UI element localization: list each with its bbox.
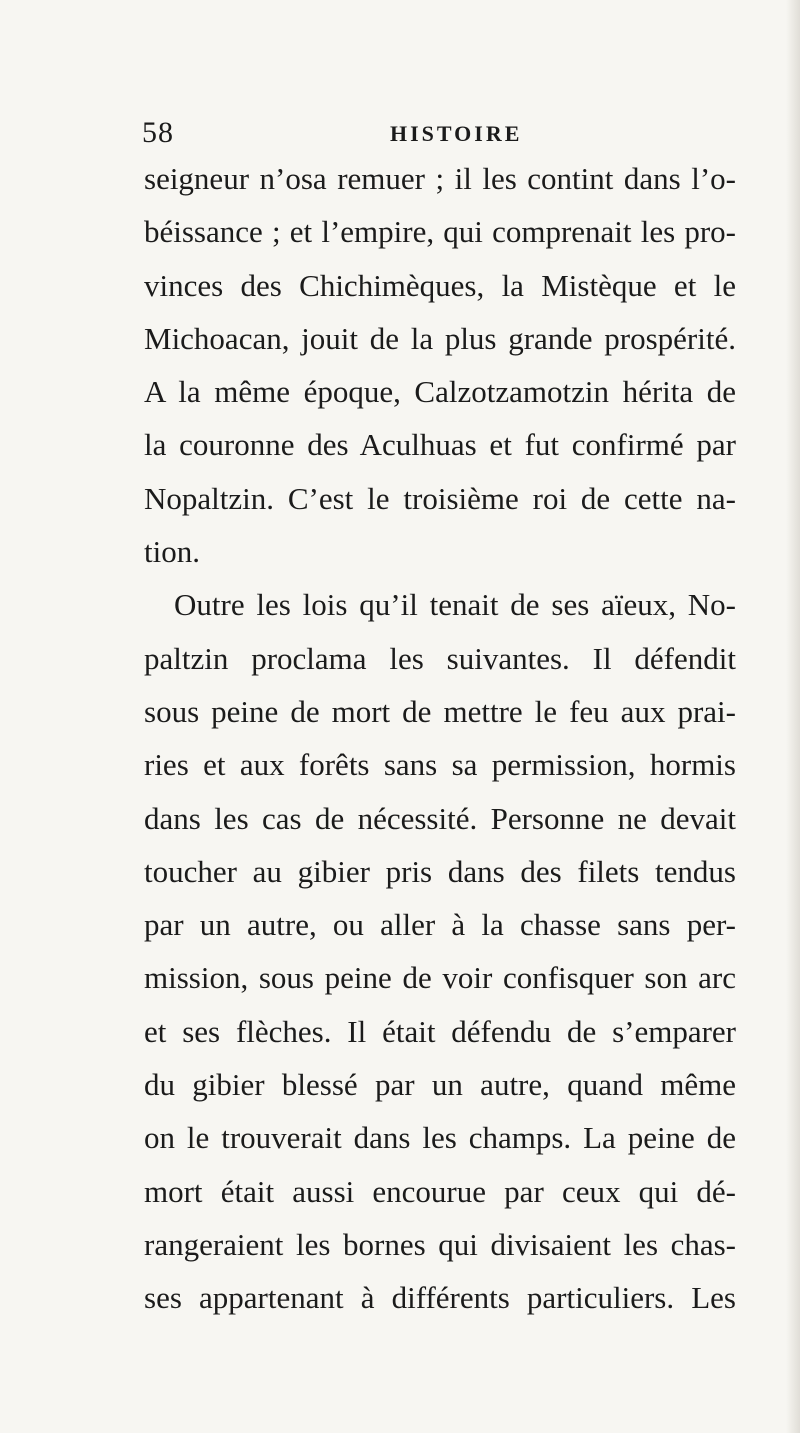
text-line: seigneur n’osa remuer ; il les contint dans l’o-	[144, 161, 736, 196]
page-header	[142, 117, 702, 149]
page-edge-shadow	[786, 0, 800, 1433]
paragraph-start-line: Outre les lois qu’il tenait de ses aïeux, No-	[174, 587, 736, 623]
text-line: on le trouverait dans les champs. La peine de	[144, 1120, 736, 1156]
text-line: Nopaltzin. C’est le troisième roi de cette na-	[144, 480, 736, 516]
body-text	[144, 152, 736, 1325]
page-number: 58	[142, 116, 174, 149]
text-line: dans les cas de nécessité. Personne ne devait	[144, 800, 736, 836]
text-line: béissance ; et l’empire, qui comprenait les pro-	[144, 214, 736, 250]
text-line: A la même époque, Calzotzamotzin hérita de	[144, 374, 736, 410]
text-line: Michoacan, jouit de la plus grande prospérité.	[144, 320, 736, 356]
text-line: toucher au gibier pris dans des filets tendus	[144, 853, 736, 889]
text-line: tion.	[144, 534, 200, 570]
text-line: ses appartenant à différents particuliers. Les	[144, 1280, 736, 1316]
text-line: du gibier blessé par un autre, quand même	[144, 1067, 736, 1103]
text-line: mort était aussi encourue par ceux qui dé-	[144, 1173, 736, 1209]
text-line: la couronne des Aculhuas et fut confirmé par	[144, 427, 736, 463]
text-line: mission, sous peine de voir confisquer son arc	[144, 960, 736, 996]
text-line: paltzin proclama les suivantes. Il défendit	[144, 640, 736, 676]
text-line: sous peine de mort de mettre le feu aux prai-	[144, 693, 736, 729]
text-line: ries et aux forêts sans sa permission, hormis	[144, 747, 736, 783]
running-head: HISTOIRE	[390, 121, 523, 146]
text-line: et ses flèches. Il était défendu de s’emparer	[144, 1013, 736, 1049]
text-line: rangeraient les bornes qui divisaient les chas-	[144, 1226, 736, 1262]
text-line: vinces des Chichimèques, la Mistèque et le	[144, 267, 736, 303]
text-line: par un autre, ou aller à la chasse sans per-	[144, 907, 736, 943]
